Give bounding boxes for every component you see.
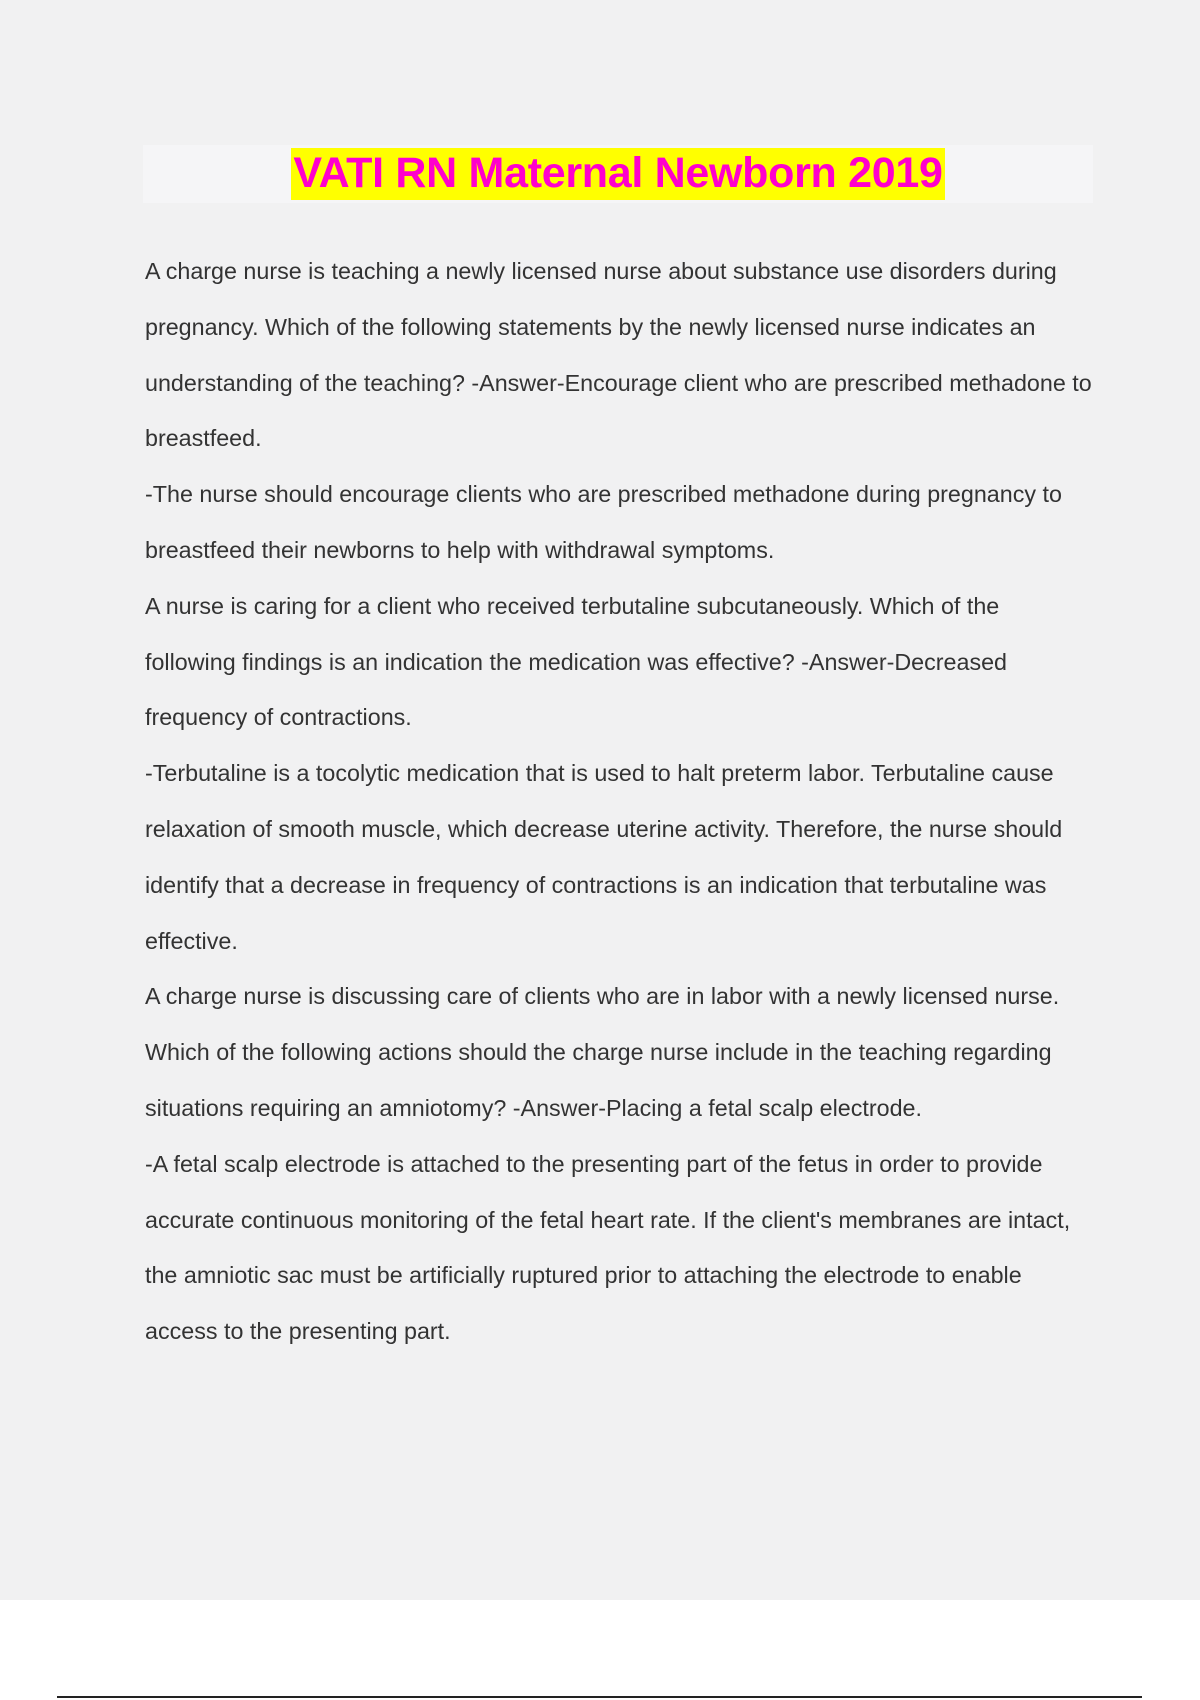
title-band bbox=[143, 145, 1093, 203]
question-paragraph-1: A charge nurse is teaching a newly licensed nurse about substance use disorders during pregnancy. Which of the following statements by the newly licensed nurse indicates an understanding of the teaching? -Answer-Encourage client who are prescribed methadone to breastfeed. bbox=[145, 258, 1092, 452]
footer-divider bbox=[57, 1696, 1142, 1698]
rationale-paragraph-1: -The nurse should encourage clients who are prescribed methadone during pregnancy to breastfeed their newborns to help with withdrawal symptoms. bbox=[145, 481, 1062, 563]
question-paragraph-2: A nurse is caring for a client who received terbutaline subcutaneously. Which of the following findings is an indication the medication was effective? -Answer-Decreased frequency of contractions. bbox=[145, 592, 1008, 731]
page-footer bbox=[0, 1600, 1200, 1700]
document-body bbox=[145, 244, 1095, 1360]
rationale-paragraph-2: -Terbutaline is a tocolytic medication that is used to halt preterm labor. Terbutaline cause relaxation of smooth muscle, which decrease uterine activity. Therefore, the nurse should identify that a decrease in frequency of contractions is an indication that terbutaline was effective. bbox=[145, 760, 1063, 954]
rationale-paragraph-3: -A fetal scalp electrode is attached to the presenting part of the fetus in order to provide accurate continuous monitoring of the fetal heart rate. If the client's membranes are intact, the amniotic sac must be artificially ruptured prior to attaching the electrode to enable access to the presenting part. bbox=[145, 1150, 1071, 1345]
document-title: VATI RN Maternal Newborn 2019 bbox=[291, 148, 944, 200]
question-paragraph-3: A charge nurse is discussing care of clients who are in labor with a newly licensed nurse. Which of the following actions should the charge nurse include in the teaching regarding situations requiring an amniotomy? -Answer-Placing a fetal scalp electrode. bbox=[145, 983, 1060, 1121]
